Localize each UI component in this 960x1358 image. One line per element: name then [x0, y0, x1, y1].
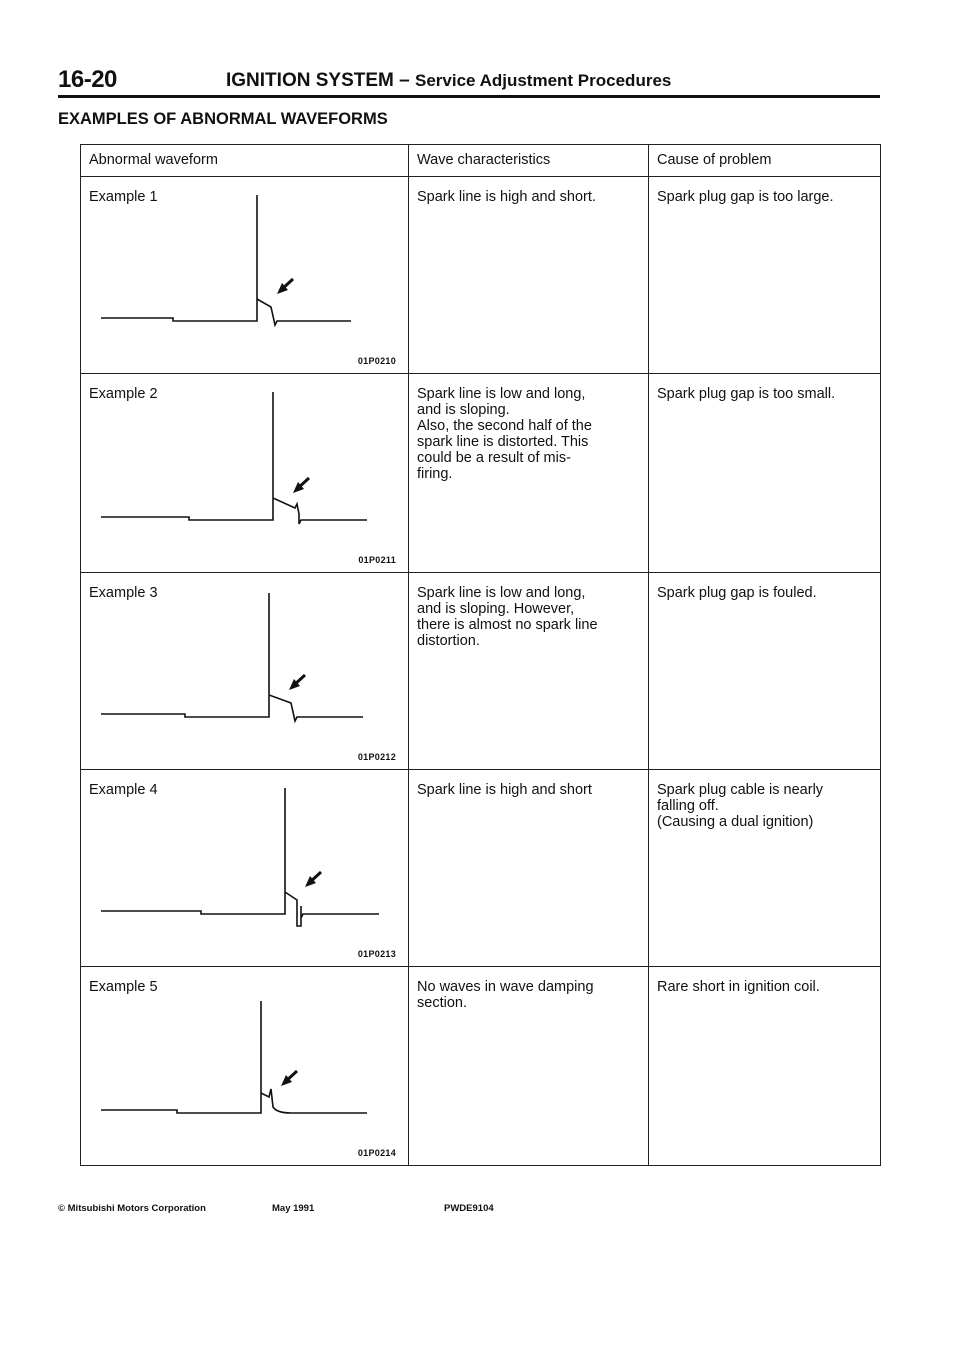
column-header-waveform: Abnormal waveform: [81, 145, 409, 177]
spark-line-arrow-icon: [289, 675, 305, 690]
cause-cell: [649, 573, 881, 770]
characteristics-line: firing.: [417, 466, 453, 482]
cause-line: Spark plug cable is nearly: [657, 782, 824, 798]
cause-line: Spark plug gap is too small.: [657, 386, 836, 402]
example-label: Example 3: [89, 585, 158, 601]
cause-cell: [649, 177, 881, 374]
waveform-cell: [81, 374, 409, 573]
characteristics-line: Spark line is high and short.: [417, 189, 596, 205]
table-row: [81, 573, 881, 770]
characteristics-line: Spark line is high and short: [417, 782, 592, 798]
waveform-diagram: [81, 770, 409, 966]
waveform-trace: [101, 1001, 367, 1113]
cause-line: Rare short in ignition coil.: [657, 979, 820, 995]
spark-line-arrow-icon: [277, 279, 293, 294]
footer-date: May 1991: [272, 1203, 315, 1214]
characteristics-line: and is sloping.: [417, 402, 510, 418]
section-title: [226, 70, 671, 92]
figure-code: 01P0211: [358, 555, 396, 565]
cause-line: Spark plug gap is too large.: [657, 189, 834, 205]
waveform-trace: [101, 593, 363, 721]
table-row: [81, 770, 881, 967]
cause-line: falling off.: [657, 798, 719, 814]
footer-copyright: © Mitsubishi Motors Corporation: [58, 1203, 206, 1214]
spark-line-arrow-icon: [293, 478, 309, 493]
header-rule: [58, 95, 880, 98]
cause-cell: [649, 967, 881, 1166]
characteristics-line: Spark line is low and long,: [417, 386, 586, 402]
characteristics-line: Also, the second half of the: [417, 418, 592, 434]
spark-line-arrow-icon: [305, 872, 321, 887]
page-number: 16-20: [58, 66, 117, 93]
table-row: [81, 374, 881, 573]
waveform-cell: [81, 770, 409, 967]
cause-cell: [649, 770, 881, 967]
waveform-diagram: [81, 374, 409, 572]
waveform-cell: [81, 573, 409, 770]
characteristics-line: No waves in wave damping: [417, 979, 594, 995]
figure-code: 01P0213: [357, 949, 396, 959]
characteristics-line: could be a result of mis-: [417, 450, 571, 466]
spark-line-arrow-icon: [281, 1071, 297, 1086]
characteristics-line: section.: [417, 995, 467, 1011]
footer-code: PWDE9104: [444, 1203, 494, 1214]
waveform-diagram: [81, 573, 409, 769]
waveform-diagram: [81, 967, 409, 1165]
subsection-name: Service Adjustment Procedures: [415, 71, 672, 90]
cause-line: (Causing a dual ignition): [657, 814, 814, 830]
characteristics-cell: [409, 770, 649, 967]
characteristics-cell: [409, 573, 649, 770]
waveform-trace: [101, 195, 351, 325]
waveform-cell: [81, 177, 409, 374]
waveform-trace: [101, 392, 367, 524]
page-header: [58, 66, 880, 96]
page-heading: EXAMPLES OF ABNORMAL WAVEFORMS: [58, 110, 388, 128]
characteristics-cell: [409, 374, 649, 573]
column-header-cause: Cause of problem: [649, 145, 881, 177]
characteristics-line: there is almost no spark line: [417, 617, 598, 633]
waveform-trace: [101, 788, 379, 926]
example-label: Example 5: [89, 979, 158, 995]
characteristics-cell: [409, 177, 649, 374]
example-label: Example 2: [89, 386, 158, 402]
characteristics-line: Spark line is low and long,: [417, 585, 586, 601]
column-header-characteristics: Wave characteristics: [409, 145, 649, 177]
figure-code: 01P0212: [357, 752, 396, 762]
figure-code: 01P0210: [357, 356, 396, 366]
waveform-cell: [81, 967, 409, 1166]
figure-code: 01P0214: [357, 1148, 396, 1158]
table-row: [81, 967, 881, 1166]
example-label: Example 4: [89, 782, 158, 798]
waveform-diagram: [81, 177, 409, 373]
waveform-table: [80, 144, 881, 1166]
characteristics-cell: [409, 967, 649, 1166]
table-header-row: [81, 145, 881, 177]
characteristics-line: and is sloping. However,: [417, 601, 575, 617]
characteristics-line: spark line is distorted. This: [417, 434, 589, 450]
cause-cell: [649, 374, 881, 573]
table-row: [81, 177, 881, 374]
cause-line: Spark plug gap is fouled.: [657, 585, 817, 601]
example-label: Example 1: [89, 189, 158, 205]
title-dash: –: [399, 70, 410, 91]
characteristics-line: distortion.: [417, 633, 480, 649]
section-name: IGNITION SYSTEM: [226, 70, 394, 91]
